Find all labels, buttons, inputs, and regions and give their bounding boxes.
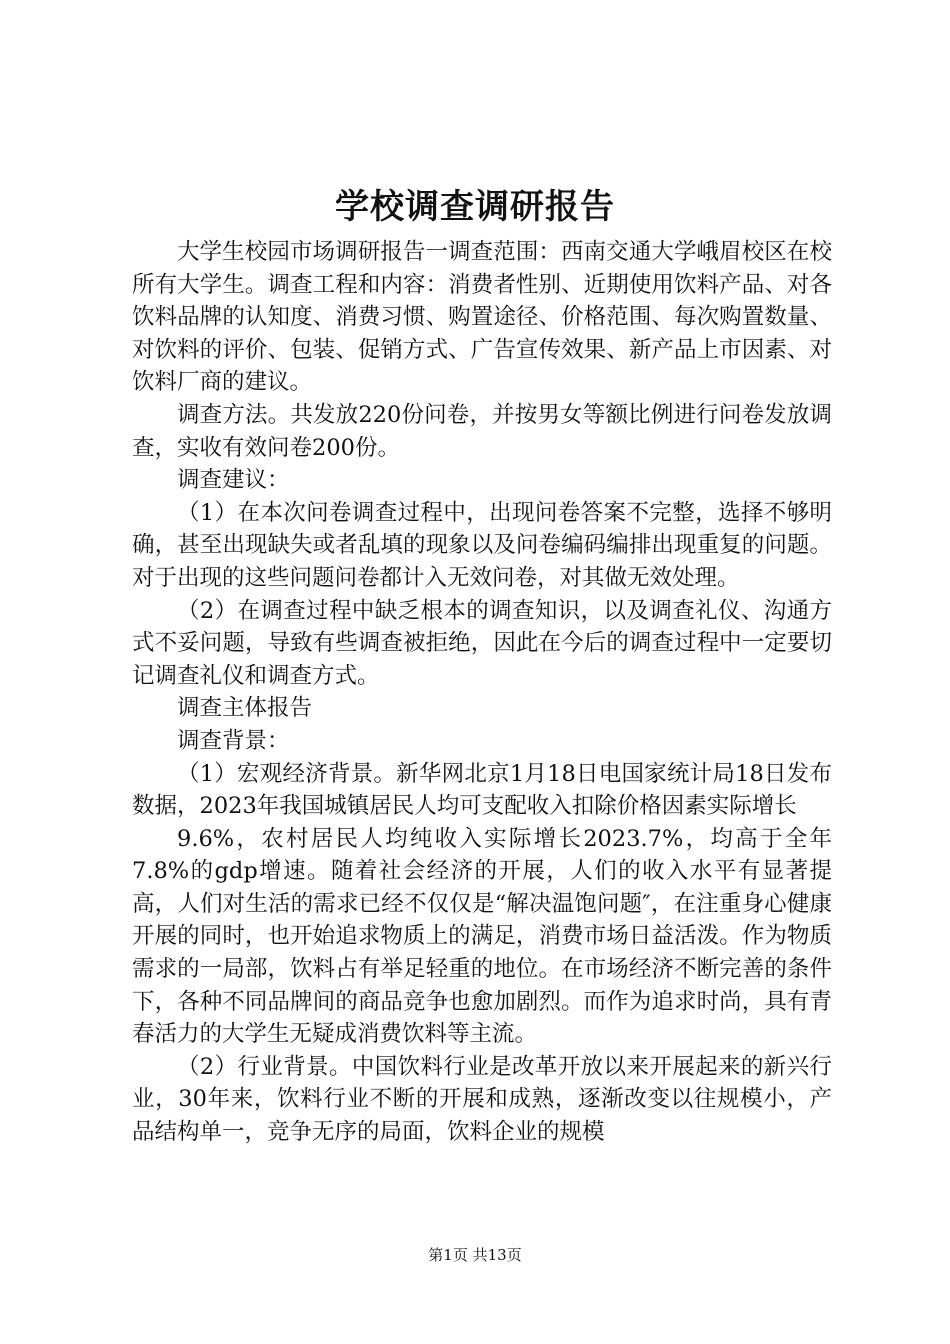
paragraph-main-report-heading: 调查主体报告	[177, 695, 313, 722]
paragraph-suggestion-1: （1）在本次问卷调查过程中，出现问卷答案不完整，选择不够明确，甚至出现缺失或者乱填的现象以及问卷编码编排出现重复的问题。对于出现的这些问题问卷都计入无效问卷，对其做无效处理。	[132, 499, 832, 591]
document-body	[132, 236, 832, 1149]
paragraph-industry-background: （2）行业背景。中国饮料行业是改革开放以来开展起来的新兴行业，30年来，饮料行业不断的开展和成熟，逐渐改变以往规模小，产品结构单一，竞争无序的局面，饮料企业的规模	[132, 1053, 832, 1146]
page-number-footer: 第1页 共13页	[428, 1246, 522, 1264]
paragraph-survey-method: 调查方法。共发放220份问卷，并按男女等额比例进行问卷发放调查，实收有效问卷200份。	[132, 401, 832, 461]
paragraph-suggestions-heading: 调查建议：	[177, 467, 290, 494]
paragraph-survey-scope: 大学生校园市场调研报告一调查范围：西南交通大学峨眉校区在校所有大学生。调查工程和内容：消费者性别、近期使用饮料产品、对各饮料品牌的认知度、消费习惯、购置途径、价格范围、每次购置数量、对饮料的评价、包装、促销方式、广告宣传效果、新产品上市因素、对饮料厂商的建议。	[132, 239, 832, 396]
paragraph-background-heading: 调查背景：	[177, 727, 290, 754]
paragraph-suggestion-2: （2）在调查过程中缺乏根本的调查知识，以及调查礼仪、沟通方式不妥问题，导致有些调查被拒绝，因此在今后的调查过程中一定要切记调查礼仪和调查方式。	[132, 597, 832, 689]
paragraph-macro-background-continued: 9.6%，农村居民人均纯收入实际增长2023.7%，均高于全年7.8%的gdp增速。随着社会经济的开展，人们的收入水平有显著提高，人们对生活的需求已经不仅仅是“解决温饱问题″，在注重身心健康开展的同时，也开始追求物质上的满足，消费市场日益活泼。作为物质需求的一局部，饮料占有举足轻重的地位。在市场经济不断完善的条件下，各种不同品牌间的商品竞争也愈加剧烈。而作为追求时尚，具有青春活力的大学生无疑成消费饮料等主流。	[132, 825, 832, 1048]
paragraph-macro-background: （1）宏观经济背景。新华网北京1月18日电国家统计局18日发布数据，2023年我国城镇居民人均可支配收入扣除价格因素实际增长	[132, 760, 832, 820]
document-title: 学校调查调研报告	[335, 187, 615, 227]
